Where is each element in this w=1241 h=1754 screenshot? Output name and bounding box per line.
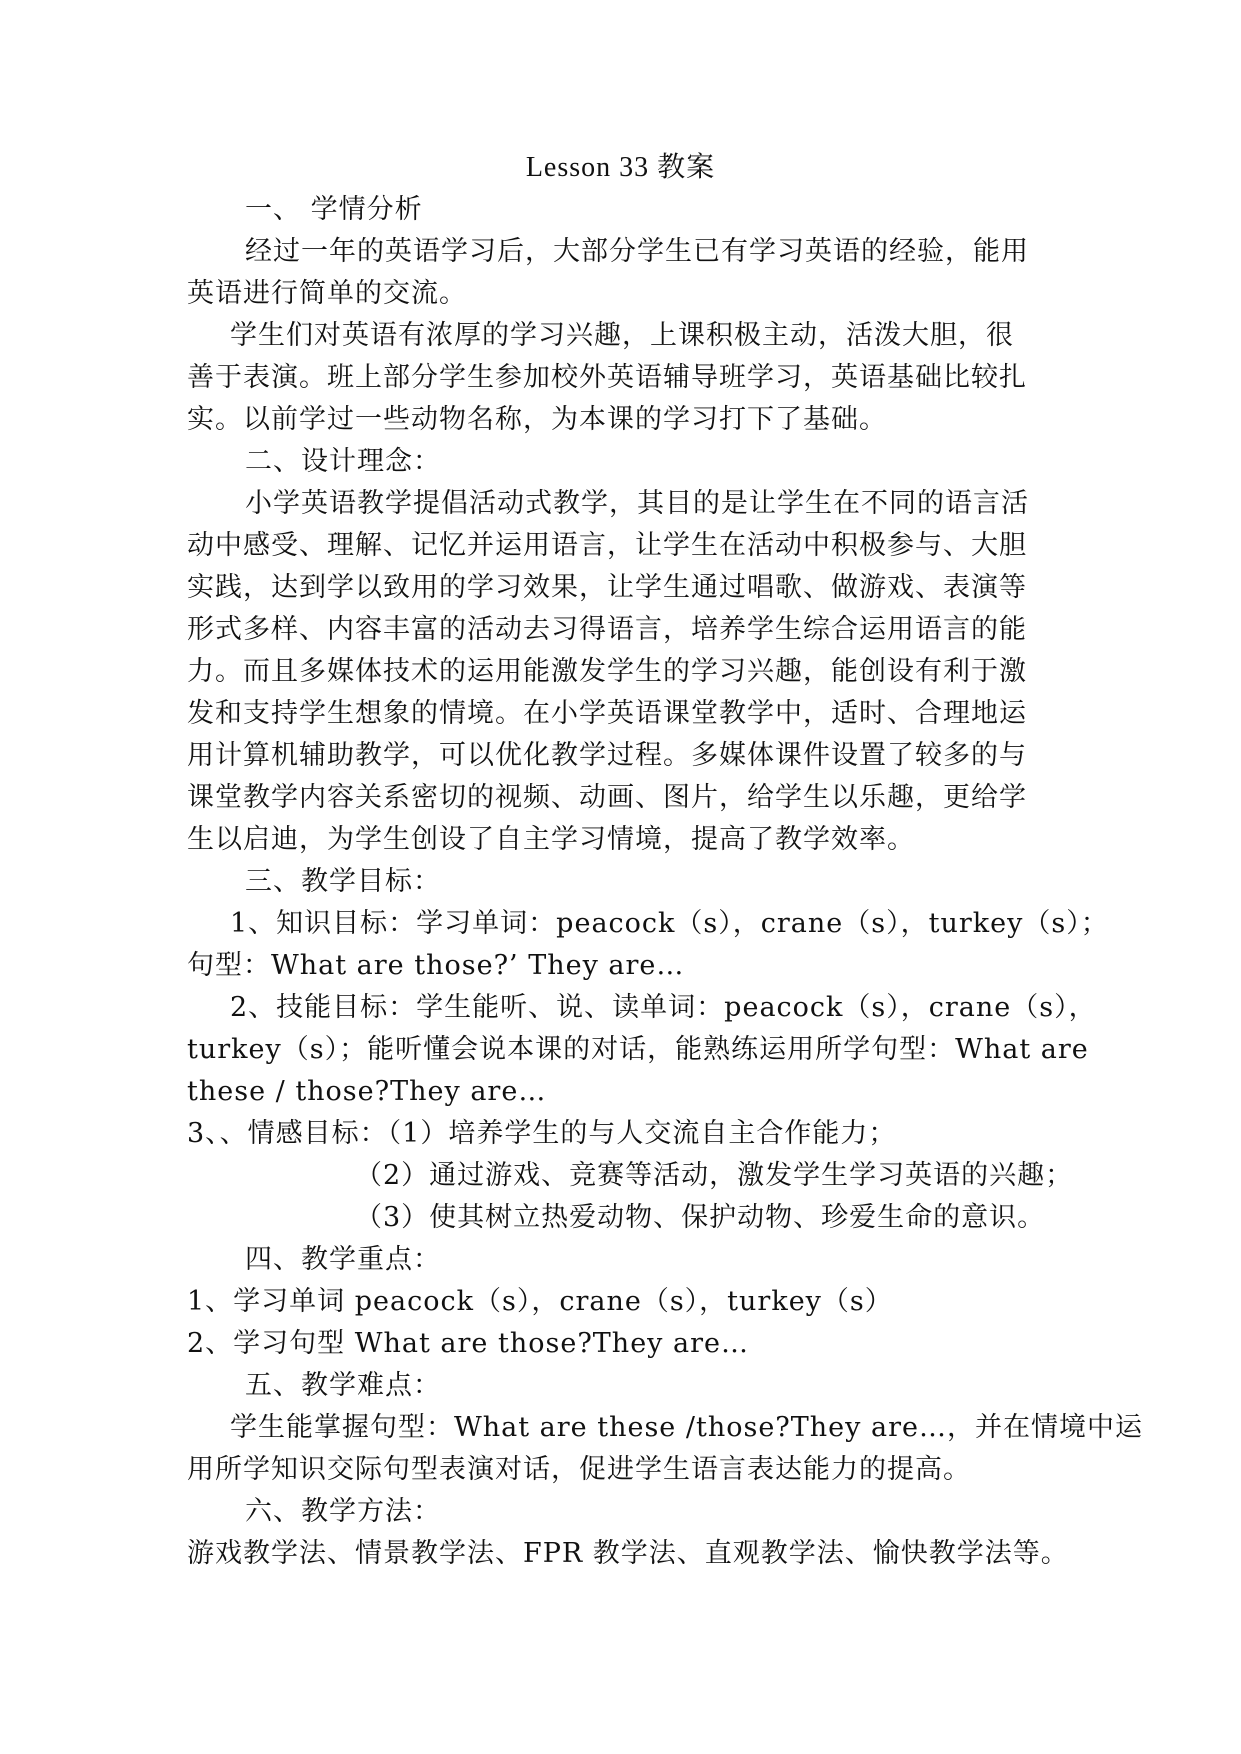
objective-line: these / those?They are… xyxy=(187,1076,547,1107)
paragraph-line: 经过一年的英语学习后，大部分学生已有学习英语的经验，能用 xyxy=(245,236,1029,267)
objective-line: 3、、情感目标：（1）培养学生的与人交流自主合作能力； xyxy=(187,1118,897,1149)
paragraph-line: 形式多样、内容丰富的活动去习得语言，培养学生综合运用语言的能 xyxy=(187,614,1027,645)
paragraph-line: 学生能掌握句型：What are these /those?They are…，并在情境中运 xyxy=(230,1412,1143,1443)
paragraph-line: 游戏教学法、情景教学法、FPR 教学法、直观教学法、愉快教学法等。 xyxy=(187,1538,1069,1569)
key-point-line: 2、学习句型 What are those?They are… xyxy=(187,1328,749,1359)
section-heading-4: 四、教学重点： xyxy=(245,1244,441,1275)
section-heading-3: 三、教学目标： xyxy=(245,866,441,897)
paragraph-line: 用所学知识交际句型表演对话，促进学生语言表达能力的提高。 xyxy=(187,1454,971,1485)
section-heading-5: 五、教学难点： xyxy=(245,1370,441,1401)
key-point-line: 1、学习单词 peacock（s），crane（s），turkey（s） xyxy=(187,1286,893,1317)
paragraph-line: 课堂教学内容关系密切的视频、动画、图片，给学生以乐趣，更给学 xyxy=(187,782,1027,813)
objective-subitem: （2）通过游戏、竞赛等活动，激发学生学习英语的兴趣； xyxy=(355,1160,1074,1191)
objective-line: 句型：What are those?’ They are… xyxy=(187,950,685,981)
document-title: Lesson 33 教案 xyxy=(525,152,716,183)
paragraph-line: 动中感受、理解、记忆并运用语言，让学生在活动中积极参与、大胆 xyxy=(187,530,1027,561)
paragraph-line: 实。以前学过一些动物名称，为本课的学习打下了基础。 xyxy=(187,404,887,435)
section-heading-1: 一、 学情分析 xyxy=(245,194,423,225)
paragraph-line: 学生们对英语有浓厚的学习兴趣，上课积极主动，活泼大胆，很 xyxy=(230,320,1014,351)
paragraph-line: 小学英语教学提倡活动式教学，其目的是让学生在不同的语言活 xyxy=(245,488,1029,519)
paragraph-line: 生以启迪，为学生创设了自主学习情境，提高了教学效率。 xyxy=(187,824,915,855)
section-heading-6: 六、教学方法： xyxy=(245,1496,441,1527)
paragraph-line: 英语进行简单的交流。 xyxy=(187,278,467,309)
paragraph-line: 善于表演。班上部分学生参加校外英语辅导班学习，英语基础比较扎 xyxy=(187,362,1027,393)
objective-line: 1、知识目标：学习单词：peacock（s），crane（s），turkey（s）； xyxy=(230,908,1109,939)
objective-subitem: （3）使其树立热爱动物、保护动物、珍爱生命的意识。 xyxy=(355,1202,1046,1233)
paragraph-line: 用计算机辅助教学，可以优化教学过程。多媒体课件设置了较多的与 xyxy=(187,740,1027,771)
objective-line: turkey（s）；能听懂会说本课的对话，能熟练运用所学句型：What are xyxy=(187,1034,1089,1065)
section-heading-2: 二、设计理念： xyxy=(245,446,441,477)
paragraph-line: 发和支持学生想象的情境。在小学英语课堂教学中，适时、合理地运 xyxy=(187,698,1027,729)
paragraph-line: 力。而且多媒体技术的运用能激发学生的学习兴趣，能创设有利于激 xyxy=(187,656,1027,687)
objective-line: 2、技能目标：学生能听、说、读单词：peacock（s），crane（s）， xyxy=(230,992,1097,1023)
paragraph-line: 实践，达到学以致用的学习效果，让学生通过唱歌、做游戏、表演等 xyxy=(187,572,1027,603)
